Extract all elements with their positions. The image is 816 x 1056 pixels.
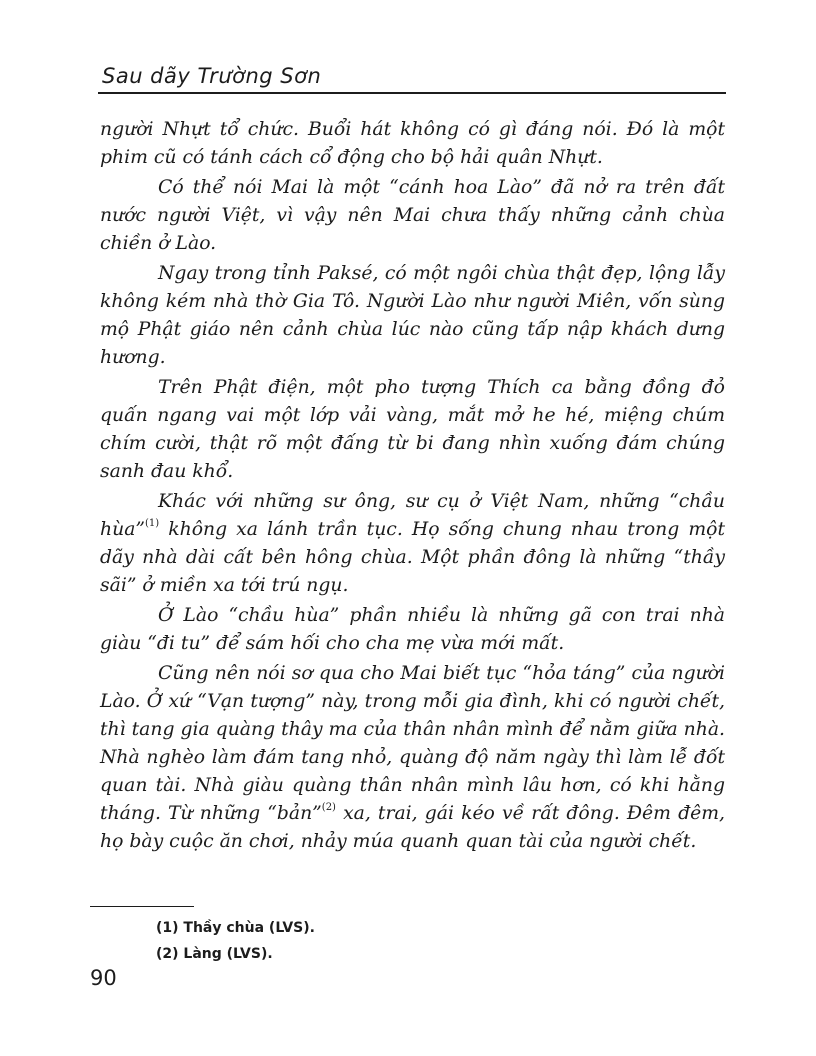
page-number: 90 [90, 966, 117, 990]
body-text [100, 116, 725, 858]
paragraph-2: Có thể nói Mai là một “cánh hoa Lào” đã nở ra trên đất nước người Việt, vì vậy nên Mai chưa thấy những cảnh chùa chiền ở Lào. [100, 177, 725, 254]
paragraph-3: Ngay trong tỉnh Paksé, có một ngôi chùa thật đẹp, lộng lẫy không kém nhà thờ Gia Tô. Người Lào như người Miên, vốn sùng mộ Phật giáo nên cảnh chùa lúc nào cũng tấp nập khách dưng hương. [100, 263, 725, 368]
footnote-ref-2: (2) [321, 802, 336, 813]
footnotes [156, 915, 315, 967]
paragraph-6: Ở Lào “chầu hùa” phần nhiều là những gã con trai nhà giàu “đi tu” để sám hối cho cha mẹ vừa mới mất. [100, 605, 725, 654]
paragraph-7-text-b: xa, trai, gái kéo về rất đông. Đêm đêm, họ bày cuộc ăn chơi, nhảy múa quanh quan tài của người chết. [100, 803, 725, 852]
footnote-ref-1: (1) [145, 518, 160, 529]
paragraph-7 [100, 660, 725, 856]
footnote-1: (1) Thầy chùa (LVS). [156, 920, 315, 936]
paragraph-5-text-b: không xa lánh trần tục. Họ sống chung nhau trong một dãy nhà dài cất bên hông chùa. Một phần đông là những “thầy sãi” ở miền xa tới trú ngụ. [100, 519, 725, 596]
paragraph-5-text-a: Khác với những sư ông, sư cụ ở Việt Nam, những “chầu hùa” [100, 491, 725, 540]
book-title: Sau dãy Trường Sơn [102, 64, 322, 88]
paragraph-4: Trên Phật điện, một pho tượng Thích ca bằng đồng đỏ quấn ngang vai một lớp vải vàng, mắt mở he hé, miệng chúm chím cười, thật rõ một đấng từ bi đang nhìn xuống đám chúng sanh đau khổ. [100, 377, 725, 482]
paragraph-5 [100, 488, 725, 600]
footnote-2: (2) Làng (LVS). [156, 946, 273, 962]
paragraph-1: người Nhựt tổ chức. Buổi hát không có gì đáng nói. Đó là một phim cũ có tánh cách cổ động cho bộ hải quân Nhựt. [100, 119, 725, 168]
paragraph-7-text-a: Cũng nên nói sơ qua cho Mai biết tục “hỏa táng” của người Lào. Ở xứ “Vạn tượng” này, trong mỗi gia đình, khi có người chết, thì tang gia quàng thây ma của thân nhân mình để nằm giữa nhà. Nhà nghèo làm đám tang nhỏ, quàng độ năm ngày thì làm lễ đốt quan tài. Nhà giàu quàng thân nhân mình lâu hơn, có khi hằng tháng. Từ những “bản” [100, 663, 725, 824]
running-header [98, 62, 726, 94]
footnote-divider [90, 906, 194, 907]
